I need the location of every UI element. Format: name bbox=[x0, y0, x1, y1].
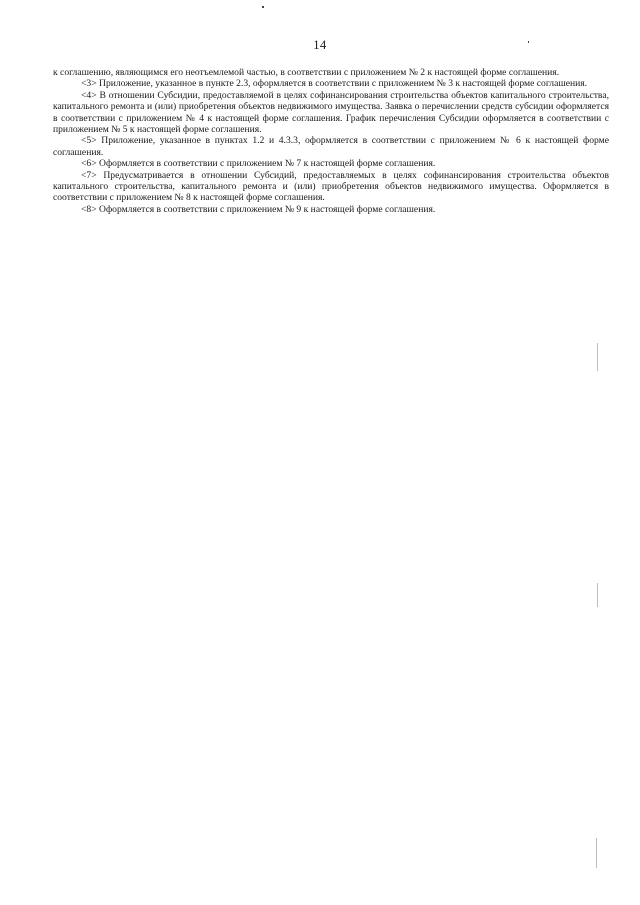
scan-speck bbox=[528, 41, 529, 43]
scan-speck bbox=[262, 6, 264, 8]
footnote-6: <6> Оформляется в соответствии с приложением № 7 к настоящей форме соглашения. bbox=[81, 158, 436, 170]
scan-line bbox=[597, 343, 598, 371]
page-number: 14 bbox=[313, 38, 327, 52]
scan-line bbox=[597, 583, 598, 607]
footnote-7: <7> Предусматривается в отношении Субсидий, предоставляемых в целях софинансирования строительства объектов капитального строительства, капитального ремонта и (или) приобретения объектов недвижимого имущества. Оформляется в соответствии с приложением № 8 к настоящей форме соглашения. bbox=[53, 169, 609, 204]
scan-line bbox=[596, 838, 597, 868]
footnotes-block bbox=[53, 67, 609, 215]
footnote-4: <4> В отношении Субсидии, предоставляемой в целях софинансирования строительства объектов капитального строительства, капитального ремонта и (или) приобретения объектов недвижимого имущества. Заявка о перечислении средств субсидии оформляется в соответствии с приложением № 4 к настоящей форме соглашения. График перечисления Субсидии оформляется в соответствии с приложением № 5 к настоящей форме соглашения. bbox=[53, 89, 609, 136]
footnote-5: <5> Приложение, указанное в пунктах 1.2 и 4.3.3, оформляется в соответствии с приложением № 6 к настоящей форме соглашения. bbox=[53, 135, 609, 158]
footnote-3: <3> Приложение, указанное в пункте 2.3, оформляется в соответствии с приложением № 3 к настоящей форме соглашения. bbox=[81, 78, 588, 90]
footnote-8: <8> Оформляется в соответствии с приложением № 9 к настоящей форме соглашения. bbox=[81, 203, 436, 215]
footnote-continuation: к соглашению, являющимся его неотъемлемой частью, в соответствии с приложением № 2 к настоящей форме соглашения. bbox=[53, 67, 560, 78]
